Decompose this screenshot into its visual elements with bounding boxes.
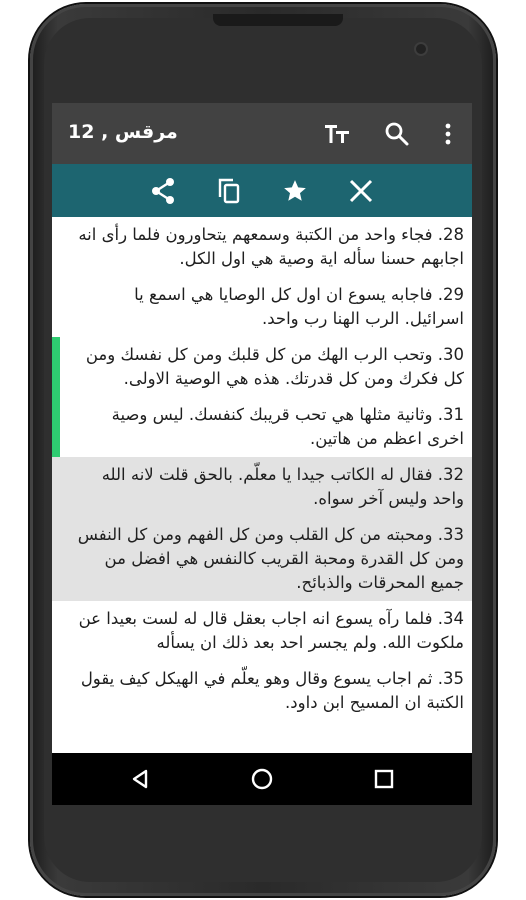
verse-text: فقال له الكاتب جيدا يا معلّم. بالحق قلت لانه الله واحد وليس آخر سواه. (101, 465, 464, 508)
verse-item[interactable] (52, 517, 472, 601)
verse-item[interactable] (52, 337, 472, 397)
app-screen (52, 103, 472, 805)
search-icon[interactable] (374, 103, 420, 164)
verse-number: 28. (437, 225, 464, 244)
verse-number: 35. (437, 669, 464, 688)
front-camera (414, 42, 428, 56)
home-icon[interactable] (232, 753, 292, 805)
back-icon[interactable] (110, 753, 170, 805)
star-icon[interactable] (271, 164, 319, 217)
verse-number: 29. (437, 285, 464, 304)
chapter-title[interactable]: مرقس , 12 (68, 121, 178, 143)
verse-number: 34. (437, 609, 464, 628)
verse-number: 31. (437, 405, 464, 424)
share-icon[interactable] (139, 164, 187, 217)
verse-text: فجاء واحد من الكتبة وسمعهم يتحاورون فلما رأى انه اجابهم حسنا سأله اية وصية هي اول الكل. (78, 225, 464, 268)
verse-number: 30. (437, 345, 464, 364)
verse-text: وثانية مثلها هي تحب قريبك كنفسك. ليس وصية اخرى اعظم من هاتين. (111, 405, 464, 448)
verse-item[interactable] (52, 457, 472, 517)
verse-item[interactable] (52, 397, 472, 457)
verse-text: فاجابه يسوع ان اول كل الوصايا هي اسمع يا اسرائيل. الرب الهنا رب واحد. (134, 285, 464, 328)
selection-action-bar (52, 164, 472, 217)
speaker-grille (213, 14, 343, 26)
verse-text: ثم اجاب يسوع وقال وهو يعلّم في الهيكل كيف يقول الكتبة ان المسيح ابن داود. (80, 669, 464, 712)
text-size-icon[interactable] (314, 103, 360, 164)
verse-list[interactable] (52, 217, 472, 753)
verse-number: 33. (437, 525, 464, 544)
verse-item[interactable] (52, 217, 472, 277)
verse-text: فلما رآه يسوع انه اجاب بعقل قال له لست بعيدا عن ملكوت الله. ولم يجسر احد بعد ذلك ان يسأله (78, 609, 464, 652)
app-bar (52, 103, 472, 164)
recents-icon[interactable] (354, 753, 414, 805)
close-icon[interactable] (337, 164, 385, 217)
verse-number: 32. (437, 465, 464, 484)
verse-text: وتحب الرب الهك من كل قلبك ومن كل نفسك ومن كل فكرك ومن كل قدرتك. هذه هي الوصية الاولى. (85, 345, 464, 388)
verse-text: ومحبته من كل القلب ومن كل الفهم ومن كل النفس ومن كل القدرة ومحبة القريب كالنفس هي افضل من جميع المحرقات والذبائح. (77, 525, 464, 592)
system-nav-bar (52, 753, 472, 805)
verse-item[interactable] (52, 661, 472, 721)
verse-item[interactable] (52, 601, 472, 661)
copy-icon[interactable] (205, 164, 253, 217)
overflow-menu-icon[interactable] (430, 103, 466, 164)
verse-item[interactable] (52, 277, 472, 337)
